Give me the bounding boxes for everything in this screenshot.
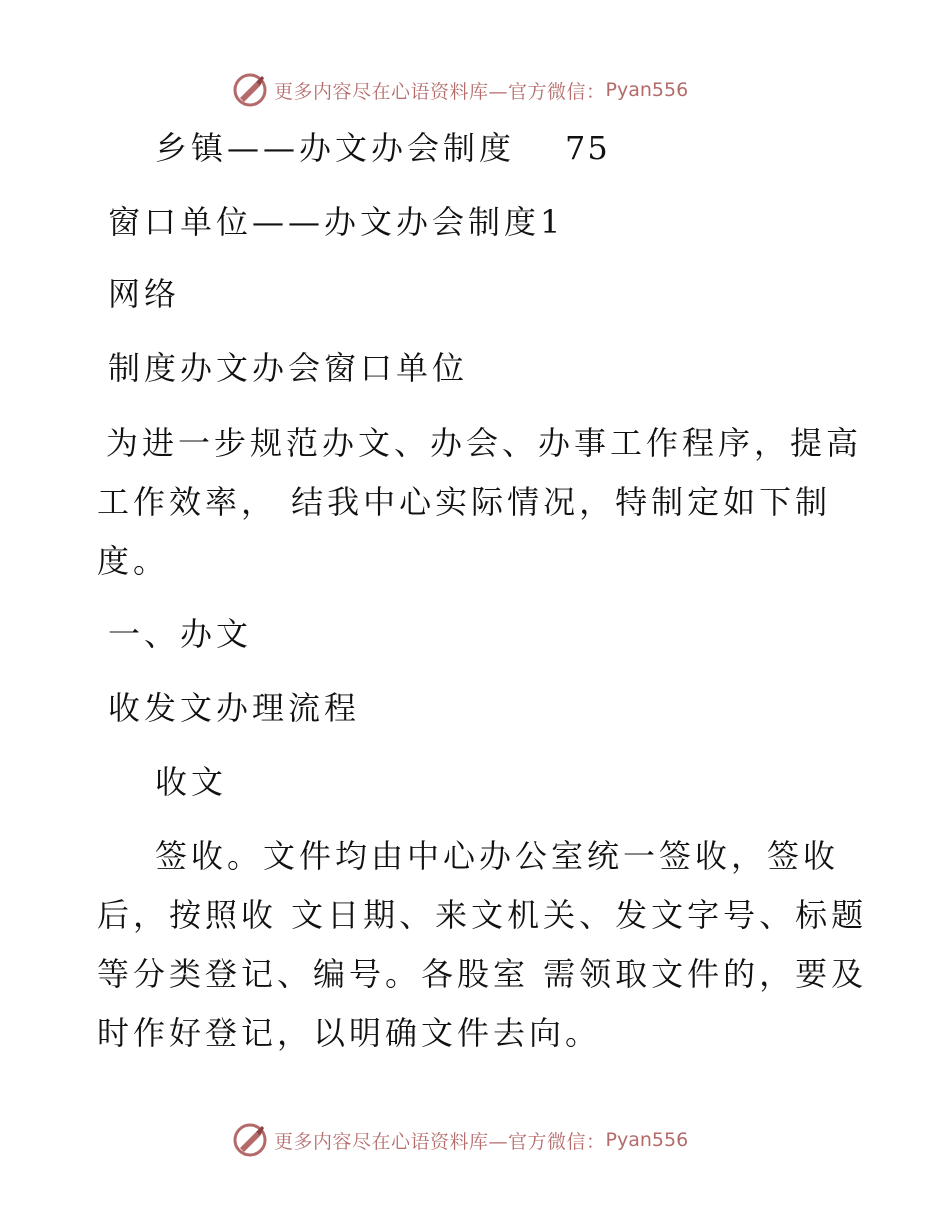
title-text: 乡镇——办文办会制度	[155, 129, 516, 167]
keyword-network: 网络	[108, 275, 181, 313]
banner-text: 更多内容尽在心语资料库—官方微信：	[274, 80, 606, 103]
subtitle: 窗口单位——办文办会制度1	[108, 203, 565, 241]
banner-text: 更多内容尽在心语资料库—官方微信：	[274, 1130, 606, 1153]
footer-banner	[232, 1122, 688, 1158]
paragraph-line: 工作效率， 结我中心实际情况，特制定如下制	[97, 483, 832, 521]
pen-logo-icon	[232, 1122, 268, 1158]
title-number: 75	[565, 129, 610, 167]
wechat-id: Pyan556	[605, 79, 689, 101]
pen-logo-icon	[232, 72, 268, 108]
paragraph-line: 签收。文件均由中心办公室统一签收，签收	[155, 837, 840, 875]
paragraph-line: 度。	[97, 542, 170, 580]
header-banner	[232, 72, 688, 108]
wechat-id: Pyan556	[605, 1129, 689, 1151]
document-title	[155, 128, 610, 168]
section-heading: 一、办文	[108, 615, 253, 653]
keyword-list: 制度办文办会窗口单位	[108, 349, 469, 387]
paragraph-line: 时作好登记，以明确文件去向。	[97, 1014, 602, 1052]
subsection-heading: 收发文办理流程	[108, 689, 361, 727]
paragraph-line: 后，按照收 文日期、来文机关、发文字号、标题	[97, 896, 868, 934]
paragraph-line: 等分类登记、编号。各股室 需领取文件的，要及	[97, 955, 868, 993]
paragraph-line: 为进一步规范办文、办会、办事工作程序，提高	[106, 424, 863, 462]
subsubsection-heading: 收文	[155, 763, 228, 801]
